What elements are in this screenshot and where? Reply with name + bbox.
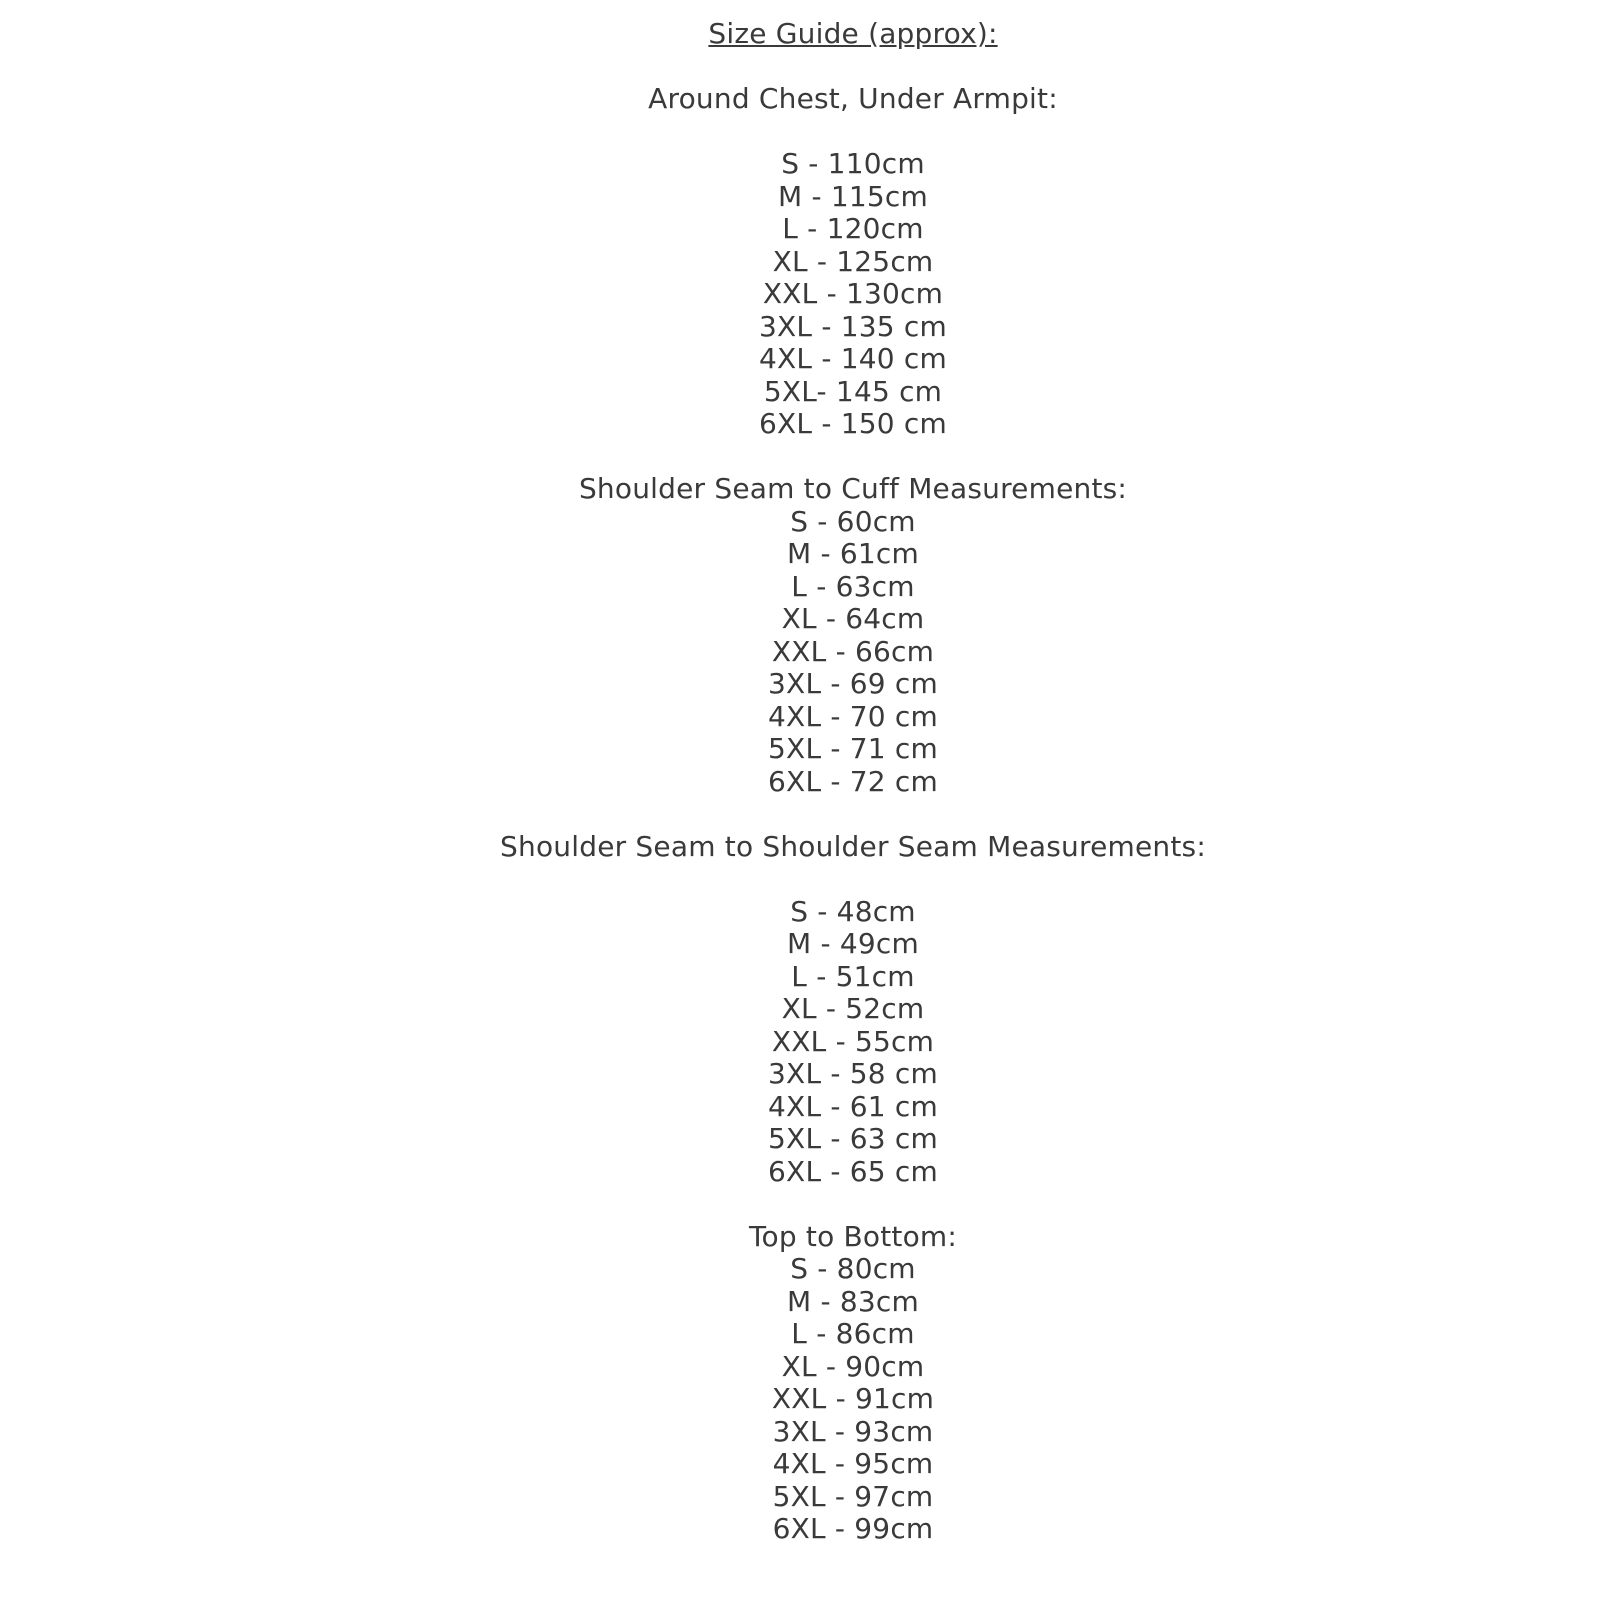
size-row: S - 80cm xyxy=(790,1252,916,1285)
section-heading-around-chest: Around Chest, Under Armpit: xyxy=(648,82,1058,115)
size-row: 6XL - 72 cm xyxy=(768,764,938,798)
section-top-to-bottom xyxy=(106,1221,1600,1546)
size-row: M - 115cm xyxy=(778,179,928,213)
size-row: XL - 52cm xyxy=(781,992,925,1025)
section-heading-top-to-bottom: Top to Bottom: xyxy=(748,1219,958,1253)
size-list-around-chest xyxy=(106,148,1600,441)
size-row: 5XL- 145 cm xyxy=(763,374,943,408)
size-row: S - 110cm xyxy=(781,147,925,180)
size-row: 3XL - 58 cm xyxy=(768,1057,938,1090)
size-row: S - 60cm xyxy=(790,504,916,538)
size-row: 4XL - 61 cm xyxy=(768,1089,938,1123)
section-heading-shoulder-to-shoulder: Shoulder Seam to Shoulder Seam Measurements: xyxy=(500,829,1206,863)
size-row: M - 49cm xyxy=(787,927,919,960)
size-row: L - 51cm xyxy=(791,959,915,993)
section-shoulder-to-shoulder xyxy=(106,831,1600,1189)
size-row: 6XL - 65 cm xyxy=(768,1154,938,1188)
page-title: Size Guide (approx): xyxy=(708,17,998,50)
size-row: 4XL - 140 cm xyxy=(759,342,947,375)
size-list-top-to-bottom xyxy=(106,1253,1600,1546)
size-row: 6XL - 99cm xyxy=(772,1512,934,1545)
section-heading-shoulder-to-cuff: Shoulder Seam to Cuff Measurements: xyxy=(578,472,1128,505)
size-list-shoulder-to-cuff xyxy=(106,506,1600,799)
size-row: L - 63cm xyxy=(791,569,915,603)
size-row: M - 83cm xyxy=(787,1284,919,1318)
size-row: XL - 90cm xyxy=(781,1349,925,1383)
section-around-chest xyxy=(106,83,1600,441)
size-row: 5XL - 97cm xyxy=(772,1479,934,1513)
size-row: XXL - 91cm xyxy=(771,1382,935,1415)
size-row: 6XL - 150 cm xyxy=(759,407,947,440)
size-row: 3XL - 135 cm xyxy=(759,309,947,343)
size-row: 5XL - 71 cm xyxy=(768,732,938,765)
size-row: 4XL - 70 cm xyxy=(768,699,938,733)
size-row: XXL - 130cm xyxy=(762,277,944,310)
size-row: M - 61cm xyxy=(787,537,919,570)
size-row: L - 86cm xyxy=(791,1317,915,1350)
size-row: XXL - 66cm xyxy=(771,634,935,668)
size-row: S - 48cm xyxy=(790,894,916,928)
size-row: 3XL - 93cm xyxy=(772,1414,934,1448)
section-shoulder-to-cuff xyxy=(106,473,1600,798)
size-row: 3XL - 69 cm xyxy=(768,667,938,700)
size-row: L - 120cm xyxy=(782,212,924,245)
size-list-shoulder-to-shoulder xyxy=(106,896,1600,1189)
size-row: XL - 125cm xyxy=(772,244,934,278)
size-row: 5XL - 63 cm xyxy=(768,1122,938,1155)
size-row: XXL - 55cm xyxy=(771,1024,935,1058)
size-row: 4XL - 95cm xyxy=(772,1447,934,1480)
size-row: XL - 64cm xyxy=(781,602,925,635)
